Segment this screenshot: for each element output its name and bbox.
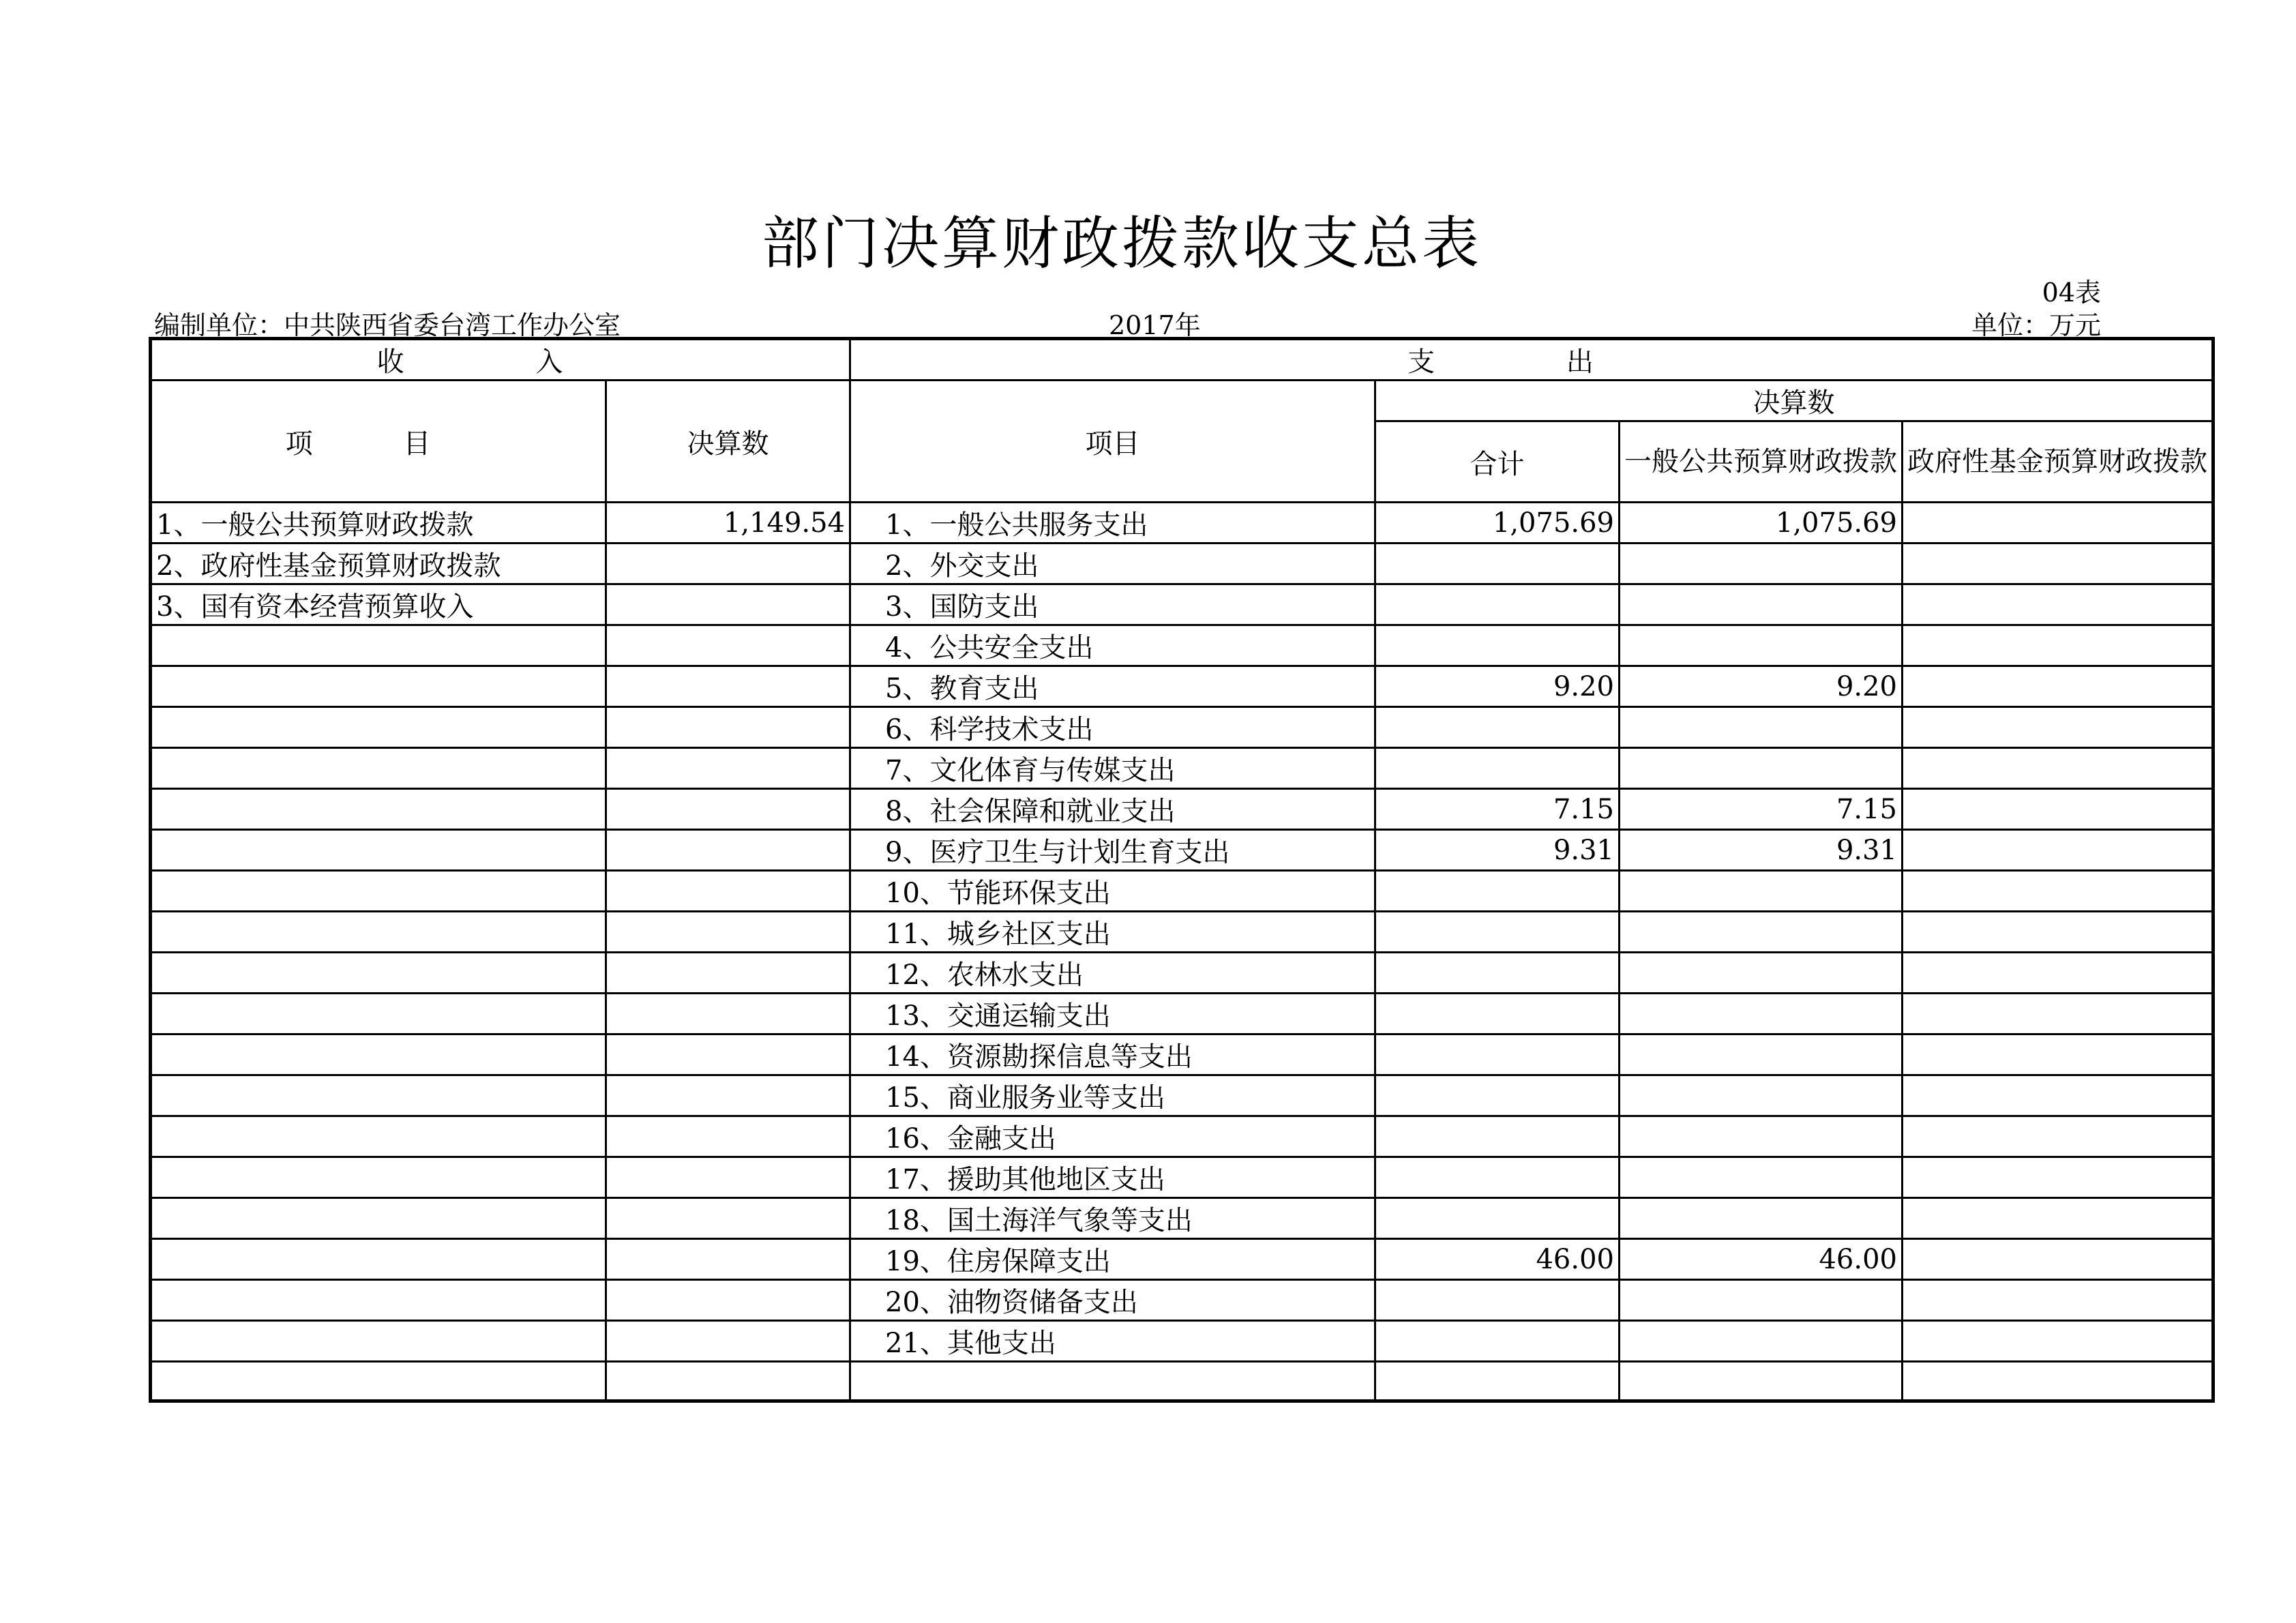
income-item-cell bbox=[151, 1116, 606, 1157]
expense-total-cell bbox=[1375, 871, 1620, 912]
expense-item-cell: 16、金融支出 bbox=[850, 1116, 1375, 1157]
table-row bbox=[151, 953, 2213, 994]
income-item-cell bbox=[151, 994, 606, 1034]
expense-total-cell bbox=[1375, 584, 1620, 625]
income-amount-cell bbox=[606, 789, 850, 830]
expense-general-cell bbox=[1620, 1116, 1903, 1157]
income-item-cell bbox=[151, 1075, 606, 1116]
expense-general-cell bbox=[1620, 625, 1903, 666]
expense-fund-cell bbox=[1903, 1075, 2213, 1116]
expense-fund-cell bbox=[1903, 1157, 2213, 1198]
expense-fund-cell bbox=[1903, 1116, 2213, 1157]
table-row bbox=[151, 1157, 2213, 1198]
header-fund: 政府性基金预算财政拨款 bbox=[1903, 421, 2213, 503]
expense-general-cell bbox=[1620, 1157, 1903, 1198]
expense-general-cell bbox=[1620, 707, 1903, 748]
expense-item-cell: 15、商业服务业等支出 bbox=[850, 1075, 1375, 1116]
income-item-cell bbox=[151, 912, 606, 953]
expense-general-cell bbox=[1620, 544, 1903, 584]
income-amount-cell bbox=[606, 625, 850, 666]
expense-general-cell: 46.00 bbox=[1620, 1239, 1903, 1280]
header-expense: 支 出 bbox=[850, 339, 2213, 381]
income-item-cell bbox=[151, 707, 606, 748]
expense-fund-cell bbox=[1903, 544, 2213, 584]
table-row bbox=[151, 1198, 2213, 1239]
income-amount-cell bbox=[606, 953, 850, 994]
header-total: 合计 bbox=[1375, 421, 1620, 503]
income-item-cell bbox=[151, 1034, 606, 1075]
currency-unit: 单位：万元 bbox=[1971, 310, 2101, 340]
expense-general-cell bbox=[1620, 871, 1903, 912]
income-item-cell bbox=[151, 1321, 606, 1362]
expense-fund-cell bbox=[1903, 953, 2213, 994]
expense-item-cell: 13、交通运输支出 bbox=[850, 994, 1375, 1034]
income-amount-cell bbox=[606, 584, 850, 625]
header-exp-item: 项目 bbox=[850, 381, 1375, 503]
income-amount-cell bbox=[606, 830, 850, 871]
expense-fund-cell bbox=[1903, 666, 2213, 707]
expense-fund-cell bbox=[1903, 1034, 2213, 1075]
income-item-cell bbox=[151, 830, 606, 871]
income-amount-cell bbox=[606, 544, 850, 584]
expense-total-cell bbox=[1375, 953, 1620, 994]
expense-item-cell: 12、农林水支出 bbox=[850, 953, 1375, 994]
income-item-cell bbox=[151, 1239, 606, 1280]
table-body bbox=[151, 339, 2213, 1401]
income-amount-cell bbox=[606, 1034, 850, 1075]
expense-item-cell: 19、住房保障支出 bbox=[850, 1239, 1375, 1280]
expense-total-cell bbox=[1375, 1075, 1620, 1116]
expense-total-cell: 9.31 bbox=[1375, 830, 1620, 871]
income-amount-cell bbox=[606, 748, 850, 789]
expense-total-cell bbox=[1375, 748, 1620, 789]
table-row bbox=[151, 625, 2213, 666]
expense-fund-cell bbox=[1903, 994, 2213, 1034]
income-amount-cell: 1,149.54 bbox=[606, 503, 850, 544]
expense-fund-cell bbox=[1903, 1280, 2213, 1321]
expense-general-cell bbox=[1620, 994, 1903, 1034]
table-row bbox=[151, 871, 2213, 912]
expense-total-cell: 9.20 bbox=[1375, 666, 1620, 707]
expense-item-cell: 17、援助其他地区支出 bbox=[850, 1157, 1375, 1198]
income-amount-cell bbox=[606, 994, 850, 1034]
expense-fund-cell bbox=[1903, 584, 2213, 625]
income-item-cell bbox=[151, 953, 606, 994]
income-item-cell bbox=[151, 666, 606, 707]
expense-fund-cell bbox=[1903, 912, 2213, 953]
income-amount-cell bbox=[606, 1116, 850, 1157]
expense-general-cell bbox=[1620, 1362, 1903, 1401]
income-item-cell bbox=[151, 748, 606, 789]
table-row bbox=[151, 1362, 2213, 1401]
expense-total-cell bbox=[1375, 994, 1620, 1034]
income-amount-cell bbox=[606, 1362, 850, 1401]
expense-general-cell: 1,075.69 bbox=[1620, 503, 1903, 544]
income-amount-cell bbox=[606, 1280, 850, 1321]
expense-total-cell bbox=[1375, 1157, 1620, 1198]
table-row bbox=[151, 707, 2213, 748]
header-amount: 决算数 bbox=[606, 381, 850, 503]
expense-fund-cell bbox=[1903, 1239, 2213, 1280]
header-item: 项 目 bbox=[151, 381, 606, 503]
table-row bbox=[151, 1321, 2213, 1362]
expense-item-cell: 18、国土海洋气象等支出 bbox=[850, 1198, 1375, 1239]
expense-fund-cell bbox=[1903, 871, 2213, 912]
expense-general-cell bbox=[1620, 953, 1903, 994]
table-row bbox=[151, 789, 2213, 830]
income-item-cell: 1、一般公共预算财政拨款 bbox=[151, 503, 606, 544]
income-item-cell: 2、政府性基金预算财政拨款 bbox=[151, 544, 606, 584]
income-item-cell bbox=[151, 1280, 606, 1321]
expense-item-cell: 21、其他支出 bbox=[850, 1321, 1375, 1362]
table-row bbox=[151, 544, 2213, 584]
expense-general-cell: 9.31 bbox=[1620, 830, 1903, 871]
expense-fund-cell bbox=[1903, 625, 2213, 666]
meta-row bbox=[154, 304, 2101, 338]
form-number: 04表 bbox=[2042, 278, 2101, 308]
expense-item-cell: 4、公共安全支出 bbox=[850, 625, 1375, 666]
expense-general-cell bbox=[1620, 912, 1903, 953]
expense-item-cell: 3、国防支出 bbox=[850, 584, 1375, 625]
expense-item-cell: 9、医疗卫生与计划生育支出 bbox=[850, 830, 1375, 871]
expense-total-cell bbox=[1375, 1034, 1620, 1075]
expense-total-cell bbox=[1375, 1116, 1620, 1157]
expense-item-cell: 20、油物资储备支出 bbox=[850, 1280, 1375, 1321]
expense-item-cell: 7、文化体育与传媒支出 bbox=[850, 748, 1375, 789]
income-amount-cell bbox=[606, 1239, 850, 1280]
income-amount-cell bbox=[606, 871, 850, 912]
header-row-1 bbox=[151, 381, 2213, 421]
table-row bbox=[151, 1239, 2213, 1280]
expense-fund-cell bbox=[1903, 1362, 2213, 1401]
expense-fund-cell bbox=[1903, 1321, 2213, 1362]
table-row bbox=[151, 1116, 2213, 1157]
income-amount-cell bbox=[606, 1321, 850, 1362]
expense-total-cell bbox=[1375, 912, 1620, 953]
expense-total-cell bbox=[1375, 707, 1620, 748]
expense-total-cell: 7.15 bbox=[1375, 789, 1620, 830]
income-item-cell: 3、国有资本经营预算收入 bbox=[151, 584, 606, 625]
expense-general-cell bbox=[1620, 1034, 1903, 1075]
expense-item-cell: 6、科学技术支出 bbox=[850, 707, 1375, 748]
expense-general-cell: 7.15 bbox=[1620, 789, 1903, 830]
income-amount-cell bbox=[606, 1198, 850, 1239]
expense-fund-cell bbox=[1903, 707, 2213, 748]
expense-total-cell: 1,075.69 bbox=[1375, 503, 1620, 544]
header-exp-amount: 决算数 bbox=[1375, 381, 2213, 421]
expense-item-cell: 11、城乡社区支出 bbox=[850, 912, 1375, 953]
table-row bbox=[151, 584, 2213, 625]
expense-general-cell bbox=[1620, 1075, 1903, 1116]
income-item-cell bbox=[151, 625, 606, 666]
income-amount-cell bbox=[606, 1075, 850, 1116]
table-row bbox=[151, 1034, 2213, 1075]
unit-org: 编制单位：中共陕西省委台湾工作办公室 bbox=[154, 310, 621, 340]
report-year: 2017年 bbox=[1109, 310, 1201, 340]
expense-fund-cell bbox=[1903, 1198, 2213, 1239]
expense-general-cell bbox=[1620, 1198, 1903, 1239]
expense-total-cell bbox=[1375, 544, 1620, 584]
expense-item-cell: 5、教育支出 bbox=[850, 666, 1375, 707]
expense-general-cell bbox=[1620, 584, 1903, 625]
expense-total-cell: 46.00 bbox=[1375, 1239, 1620, 1280]
income-amount-cell bbox=[606, 666, 850, 707]
expense-total-cell bbox=[1375, 1321, 1620, 1362]
income-item-cell bbox=[151, 1157, 606, 1198]
income-item-cell bbox=[151, 1198, 606, 1239]
income-amount-cell bbox=[606, 912, 850, 953]
table-row bbox=[151, 1075, 2213, 1116]
table-row bbox=[151, 748, 2213, 789]
expense-total-cell bbox=[1375, 1362, 1620, 1401]
expense-fund-cell bbox=[1903, 830, 2213, 871]
table-row bbox=[151, 1280, 2213, 1321]
expense-general-cell bbox=[1620, 748, 1903, 789]
table-row bbox=[151, 830, 2213, 871]
expense-fund-cell bbox=[1903, 503, 2213, 544]
expense-fund-cell bbox=[1903, 748, 2213, 789]
expense-item-cell bbox=[850, 1362, 1375, 1401]
table-row bbox=[151, 666, 2213, 707]
expense-general-cell bbox=[1620, 1321, 1903, 1362]
income-amount-cell bbox=[606, 707, 850, 748]
income-item-cell bbox=[151, 1362, 606, 1401]
page-title: 部门决算财政拨款收支总表 bbox=[761, 210, 1482, 277]
income-item-cell bbox=[151, 789, 606, 830]
income-amount-cell bbox=[606, 1157, 850, 1198]
table-row bbox=[151, 503, 2213, 544]
expense-item-cell: 14、资源勘探信息等支出 bbox=[850, 1034, 1375, 1075]
income-item-cell bbox=[151, 871, 606, 912]
expense-item-cell: 1、一般公共服务支出 bbox=[850, 503, 1375, 544]
table-row bbox=[151, 912, 2213, 953]
header-row-section bbox=[151, 339, 2213, 381]
expense-total-cell bbox=[1375, 625, 1620, 666]
header-general: 一般公共预算财政拨款 bbox=[1620, 421, 1903, 503]
expense-fund-cell bbox=[1903, 789, 2213, 830]
expense-general-cell bbox=[1620, 1280, 1903, 1321]
table-row bbox=[151, 994, 2213, 1034]
expense-total-cell bbox=[1375, 1198, 1620, 1239]
header-income: 收 入 bbox=[151, 339, 850, 381]
expense-item-cell: 8、社会保障和就业支出 bbox=[850, 789, 1375, 830]
expense-total-cell bbox=[1375, 1280, 1620, 1321]
expense-item-cell: 2、外交支出 bbox=[850, 544, 1375, 584]
finance-table bbox=[149, 337, 2215, 1403]
expense-item-cell: 10、节能环保支出 bbox=[850, 871, 1375, 912]
expense-general-cell: 9.20 bbox=[1620, 666, 1903, 707]
